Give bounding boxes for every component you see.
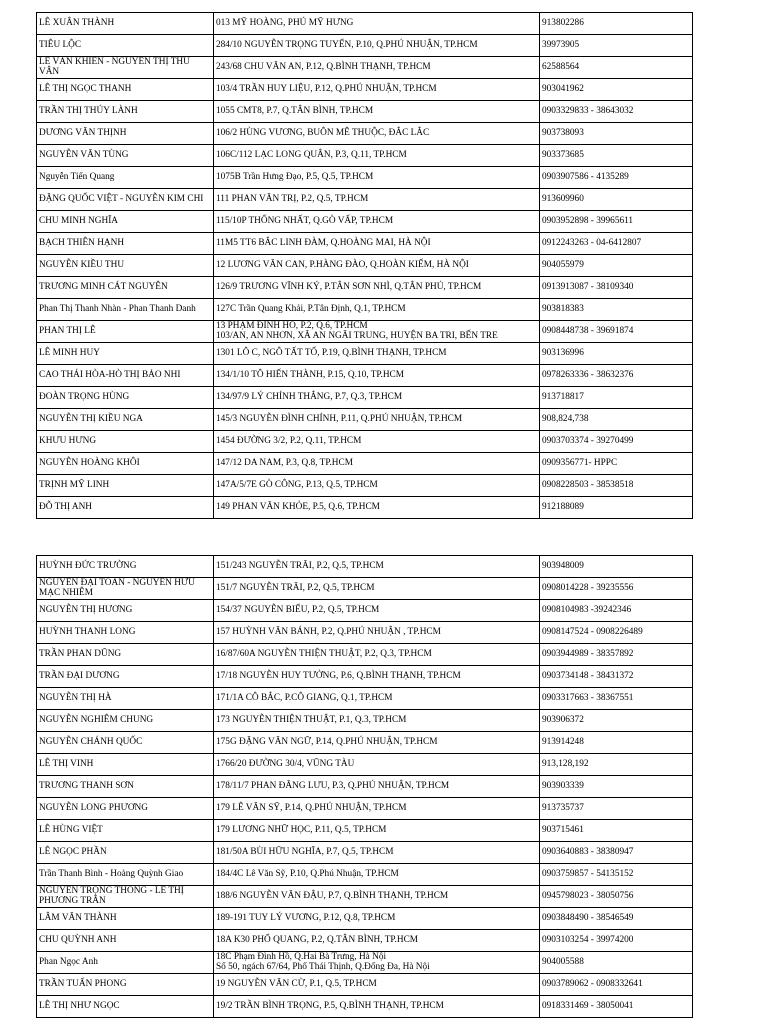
table-row bbox=[37, 820, 693, 842]
table-row bbox=[37, 189, 693, 211]
contact-name-cell: NGUYỄN NGHIÊM CHUNG bbox=[37, 710, 214, 732]
contact-name-cell: ĐẶNG QUỐC VIỆT - NGUYỄN KIM CHI bbox=[37, 189, 214, 211]
phone-cell: 0908014228 - 39235556 bbox=[540, 578, 693, 600]
contact-table-1 bbox=[36, 12, 693, 519]
phone-cell: 0908228503 - 38538518 bbox=[540, 475, 693, 497]
address-cell: 1301 LÔ C, NGÔ TẤT TỐ, P.19, Q.BÌNH THẠNH, TP.HCM bbox=[214, 343, 540, 365]
address-cell: 134/1/10 TÔ HIẾN THÀNH, P.15, Q.10, TP.HCM bbox=[214, 365, 540, 387]
table-row bbox=[37, 776, 693, 798]
contact-name-cell: LÊ VĂN KHIÊN - NGUYỄN THỊ THU VÂN bbox=[37, 57, 214, 79]
phone-cell: 904005588 bbox=[540, 952, 693, 974]
phone-cell: 904055979 bbox=[540, 255, 693, 277]
phone-cell: 0903759857 - 54135152 bbox=[540, 864, 693, 886]
contact-name-cell: TRẦN PHAN DŨNG bbox=[37, 644, 214, 666]
contact-name-cell: HUỲNH THANH LONG bbox=[37, 622, 214, 644]
table-row bbox=[37, 622, 693, 644]
contact-name-cell: CAO THÁI HÒA-HÒ THỊ BẢO NHI bbox=[37, 365, 214, 387]
contact-name-cell: TRỊNH MỸ LINH bbox=[37, 475, 214, 497]
phone-cell: 903715461 bbox=[540, 820, 693, 842]
address-cell: 181/50A BÙI HỮU NGHĨA, P.7, Q.5, TP.HCM bbox=[214, 842, 540, 864]
table-row bbox=[37, 277, 693, 299]
contact-name-cell: NGUYỄN HOÀNG KHÔI bbox=[37, 453, 214, 475]
contact-name-cell: TIÊU LỘC bbox=[37, 35, 214, 57]
contact-name-cell: DƯƠNG VĂN THỊNH bbox=[37, 123, 214, 145]
table-row bbox=[37, 908, 693, 930]
address-cell: 1766/20 ĐƯỜNG 30/4, VŨNG TÀU bbox=[214, 754, 540, 776]
address-cell: 151/7 NGUYỄN TRÃI, P.2, Q.5, TP.HCM bbox=[214, 578, 540, 600]
table-row bbox=[37, 409, 693, 431]
table-row bbox=[37, 798, 693, 820]
phone-cell: 62588564 bbox=[540, 57, 693, 79]
address-cell: 284/10 NGUYỄN TRỌNG TUYỂN, P.10, Q.PHÚ NHUẬN, TP.HCM bbox=[214, 35, 540, 57]
address-cell: 1075B Trần Hưng Đạo, P.5, Q.5, TP.HCM bbox=[214, 167, 540, 189]
address-cell: 16/87/60A NGUYỄN THIỆN THUẬT, P.2, Q.3, TP.HCM bbox=[214, 644, 540, 666]
address-cell: 145/3 NGUYỄN ĐÌNH CHÍNH, P.11, Q.PHÚ NHUẬN, TP.HCM bbox=[214, 409, 540, 431]
contact-table-body bbox=[37, 13, 693, 519]
address-cell: 154/37 NGUYỄN BIỂU, P.2, Q.5, TP.HCM bbox=[214, 600, 540, 622]
phone-cell: 913914248 bbox=[540, 732, 693, 754]
phone-cell: 0903789062 - 0908332641 bbox=[540, 974, 693, 996]
phone-cell: 0903907586 - 4135289 bbox=[540, 167, 693, 189]
phone-cell: 0903734148 - 38431372 bbox=[540, 666, 693, 688]
table-row bbox=[37, 145, 693, 167]
address-cell: 147A/5/7E GÒ CÔNG, P.13, Q.5, TP.HCM bbox=[214, 475, 540, 497]
address-cell: 18A K30 PHỔ QUANG, P.2, Q.TÂN BÌNH, TP.HCM bbox=[214, 930, 540, 952]
address-cell: 103/4 TRẦN HUY LIỆU, P.12, Q.PHÚ NHUẬN, TP.HCM bbox=[214, 79, 540, 101]
contact-name-cell: NGUYỄN KIỀU THU bbox=[37, 255, 214, 277]
contact-table-body bbox=[37, 556, 693, 1018]
address-cell: 173 NGUYỄN THIỆN THUẬT, P.1, Q.3, TP.HCM bbox=[214, 710, 540, 732]
phone-cell: 913802286 bbox=[540, 13, 693, 35]
address-cell: 178/11/7 PHAN ĐĂNG LƯU, P.3, Q.PHÚ NHUẬN, TP.HCM bbox=[214, 776, 540, 798]
table-row bbox=[37, 710, 693, 732]
address-cell: 11M5 TT6 BẮC LINH ĐÀM, Q.HOÀNG MAI, HÀ NỘI bbox=[214, 233, 540, 255]
contact-name-cell: TRẦN THỊ THÚY LÀNH bbox=[37, 101, 214, 123]
table-row bbox=[37, 431, 693, 453]
table-row bbox=[37, 211, 693, 233]
table-row bbox=[37, 688, 693, 710]
address-cell: 243/68 CHU VĂN AN, P.12, Q.BÌNH THẠNH, TP.HCM bbox=[214, 57, 540, 79]
table-row bbox=[37, 930, 693, 952]
phone-cell: 903818383 bbox=[540, 299, 693, 321]
table-row bbox=[37, 644, 693, 666]
phone-cell: 903136996 bbox=[540, 343, 693, 365]
address-cell: 19/2 TRẦN BÌNH TRỌNG, P.5, Q.BÌNH THẠNH, TP.HCM bbox=[214, 996, 540, 1018]
phone-cell: 903906372 bbox=[540, 710, 693, 732]
table-row bbox=[37, 864, 693, 886]
table-row bbox=[37, 996, 693, 1018]
table-row bbox=[37, 475, 693, 497]
contact-name-cell: ĐOÀN TRỌNG HÙNG bbox=[37, 387, 214, 409]
phone-cell: 0903944989 - 38357892 bbox=[540, 644, 693, 666]
address-cell: 157 HUỲNH VĂN BÁNH, P.2, Q.PHÚ NHUẬN , TP.HCM bbox=[214, 622, 540, 644]
phone-cell: 0909356771- HPPC bbox=[540, 453, 693, 475]
contact-name-cell: TRƯƠNG THANH SƠN bbox=[37, 776, 214, 798]
contact-name-cell: NGUYỄN CHÁNH QUỐC bbox=[37, 732, 214, 754]
contact-name-cell: NGUYỄN THỊ HƯƠNG bbox=[37, 600, 214, 622]
phone-cell: 912188089 bbox=[540, 497, 693, 519]
address-cell: 106/2 HÙNG VƯƠNG, BUÔN MÊ THUỘC, ĐẮC LẮC bbox=[214, 123, 540, 145]
phone-cell: 0913913087 - 38109340 bbox=[540, 277, 693, 299]
contact-name-cell: Trần Thanh Bình - Hoàng Quỳnh Giao bbox=[37, 864, 214, 886]
phone-cell: 908,824,738 bbox=[540, 409, 693, 431]
address-cell: 134/97/9 LÝ CHÍNH THẮNG, P.7, Q.3, TP.HCM bbox=[214, 387, 540, 409]
phone-cell: 0918331469 - 38050041 bbox=[540, 996, 693, 1018]
address-cell: 013 MỸ HOÀNG, PHÚ MỸ HƯNG bbox=[214, 13, 540, 35]
table-row bbox=[37, 79, 693, 101]
table-row bbox=[37, 666, 693, 688]
address-cell: 127C Trần Quang Khải, P.Tân Định, Q.1, TP.HCM bbox=[214, 299, 540, 321]
table-row bbox=[37, 321, 693, 343]
contact-name-cell: LÊ THỊ NGỌC THANH bbox=[37, 79, 214, 101]
contact-name-cell: PHAN THỊ LÊ bbox=[37, 321, 214, 343]
contact-name-cell: Phan Ngọc Anh bbox=[37, 952, 214, 974]
phone-cell: 903903339 bbox=[540, 776, 693, 798]
phone-cell: 39973905 bbox=[540, 35, 693, 57]
phone-cell: 0945798023 - 38050756 bbox=[540, 886, 693, 908]
phone-cell: 0903848490 - 38546549 bbox=[540, 908, 693, 930]
contact-name-cell: BẠCH THIÊN HẠNH bbox=[37, 233, 214, 255]
table-row bbox=[37, 842, 693, 864]
table-row bbox=[37, 387, 693, 409]
phone-cell: 0903329833 - 38643032 bbox=[540, 101, 693, 123]
contact-name-cell: TRẦN TUẤN PHONG bbox=[37, 974, 214, 996]
address-cell: 171/1A CÔ BẮC, P.CÔ GIANG, Q.1, TP.HCM bbox=[214, 688, 540, 710]
table-row bbox=[37, 754, 693, 776]
address-cell: 18C Phạm Đình Hồ, Q.Hai Bà Trưng, Hà Nội Số 50, ngách 67/64, Phố Thái Thịnh, Q.Đống Đa, Hà Nội bbox=[214, 952, 540, 974]
table-row bbox=[37, 974, 693, 996]
address-cell: 188/6 NGUYỄN VĂN ĐẬU, P.7, Q.BÌNH THẠNH, TP.HCM bbox=[214, 886, 540, 908]
address-cell: 1454 ĐƯỜNG 3/2, P.2, Q.11, TP.HCM bbox=[214, 431, 540, 453]
table-row bbox=[37, 952, 693, 974]
phone-cell: 0903703374 - 39270499 bbox=[540, 431, 693, 453]
contact-name-cell: LÊ THỊ VINH bbox=[37, 754, 214, 776]
contact-name-cell: HUỲNH ĐỨC TRƯỜNG bbox=[37, 556, 214, 578]
address-cell: 106C/112 LẠC LONG QUÂN, P.3, Q.11, TP.HCM bbox=[214, 145, 540, 167]
phone-cell: 913609960 bbox=[540, 189, 693, 211]
phone-cell: 0903103254 - 39974200 bbox=[540, 930, 693, 952]
table-row bbox=[37, 299, 693, 321]
table-row bbox=[37, 886, 693, 908]
table-row bbox=[37, 233, 693, 255]
phone-cell: 0903952898 - 39965611 bbox=[540, 211, 693, 233]
phone-cell: 0908104983 -39242346 bbox=[540, 600, 693, 622]
table-row bbox=[37, 497, 693, 519]
contact-name-cell: NGUYỄN VĂN TÙNG bbox=[37, 145, 214, 167]
contact-name-cell: CHU MINH NGHĨA bbox=[37, 211, 214, 233]
contact-name-cell: NGUYỄN LONG PHƯƠNG bbox=[37, 798, 214, 820]
address-cell: 1055 CMT8, P.7, Q.TÂN BÌNH, TP.HCM bbox=[214, 101, 540, 123]
contact-name-cell: NGUYỄN THỊ KIỀU NGA bbox=[37, 409, 214, 431]
table-row bbox=[37, 101, 693, 123]
contact-name-cell: LÊ NGỌC PHẦN bbox=[37, 842, 214, 864]
table-row bbox=[37, 453, 693, 475]
contact-name-cell: LÂM VĂN THÀNH bbox=[37, 908, 214, 930]
address-cell: 175G ĐẶNG VĂN NGỮ, P.14, Q.PHÚ NHUẬN, TP.HCM bbox=[214, 732, 540, 754]
table-row bbox=[37, 600, 693, 622]
contact-name-cell: KHƯU HƯNG bbox=[37, 431, 214, 453]
address-cell: 13 PHẠM ĐÌNH HỔ, P.2, Q.6, TP.HCM 103/AN, AN NHƠN, XÃ AN NGÃI TRUNG, HUYỆN BA TRI, BẾN TRE bbox=[214, 321, 540, 343]
table-row bbox=[37, 35, 693, 57]
phone-cell: 0908448738 - 39691874 bbox=[540, 321, 693, 343]
address-cell: 126/9 TRƯƠNG VĨNH KÝ, P.TÂN SƠN NHÌ, Q.TÂN PHÚ, TP.HCM bbox=[214, 277, 540, 299]
phone-cell: 913735737 bbox=[540, 798, 693, 820]
address-cell: 115/10P THỐNG NHẤT, Q.GÒ VẤP, TP.HCM bbox=[214, 211, 540, 233]
phone-cell: 903948009 bbox=[540, 556, 693, 578]
table-row bbox=[37, 13, 693, 35]
address-cell: 147/12 DA NAM, P.3, Q.8, TP.HCM bbox=[214, 453, 540, 475]
contact-name-cell: Phan Thị Thanh Nhàn - Phan Thanh Danh bbox=[37, 299, 214, 321]
contact-name-cell: NGUYỄN TRỌNG THÔNG - LÊ THỊ PHƯƠNG TRÂN bbox=[37, 886, 214, 908]
contact-name-cell: LÊ HÙNG VIỆT bbox=[37, 820, 214, 842]
table-row bbox=[37, 57, 693, 79]
table-row bbox=[37, 556, 693, 578]
address-cell: 19 NGUYỄN VĂN CỪ, P.1, Q.5, TP.HCM bbox=[214, 974, 540, 996]
table-row bbox=[37, 167, 693, 189]
table-row bbox=[37, 123, 693, 145]
phone-cell: 903373685 bbox=[540, 145, 693, 167]
contact-name-cell: TRƯƠNG MINH CÁT NGUYÊN bbox=[37, 277, 214, 299]
table-row bbox=[37, 343, 693, 365]
address-cell: 151/243 NGUYỄN TRÃI, P.2, Q.5, TP.HCM bbox=[214, 556, 540, 578]
address-cell: 17/18 NGUYỄN HUY TƯỞNG, P.6, Q.BÌNH THẠNH, TP.HCM bbox=[214, 666, 540, 688]
phone-cell: 903738093 bbox=[540, 123, 693, 145]
address-cell: 12 LƯƠNG VĂN CAN, P.HÀNG ĐÀO, Q.HOÀN KIẾM, HÀ NỘI bbox=[214, 255, 540, 277]
contact-name-cell: NGUYỄN THỊ HÀ bbox=[37, 688, 214, 710]
contact-name-cell: TRẦN ĐẠI DƯƠNG bbox=[37, 666, 214, 688]
table-row bbox=[37, 255, 693, 277]
address-cell: 149 PHAN VĂN KHỎE, P.5, Q.6, TP.HCM bbox=[214, 497, 540, 519]
table-row bbox=[37, 578, 693, 600]
address-cell: 184/4C Lê Văn Sỹ, P.10, Q.Phú Nhuận, TP.HCM bbox=[214, 864, 540, 886]
address-cell: 179 LƯƠNG NHỮ HỌC, P.11, Q.5, TP.HCM bbox=[214, 820, 540, 842]
contact-name-cell: ĐỖ THỊ ANH bbox=[37, 497, 214, 519]
contact-name-cell: NGUYỄN ĐẠI TOÀN - NGUYỄN HỮU MẠC NHIÊM bbox=[37, 578, 214, 600]
table-row bbox=[37, 365, 693, 387]
contact-name-cell: Nguyễn Tiến Quang bbox=[37, 167, 214, 189]
phone-cell: 903041962 bbox=[540, 79, 693, 101]
table-row bbox=[37, 732, 693, 754]
phone-cell: 913,128,192 bbox=[540, 754, 693, 776]
phone-cell: 0908147524 - 0908226489 bbox=[540, 622, 693, 644]
address-cell: 111 PHAN VĂN TRỊ, P.2, Q.5, TP.HCM bbox=[214, 189, 540, 211]
contact-name-cell: LÊ MINH HUY bbox=[37, 343, 214, 365]
phone-cell: 0978263336 - 38632376 bbox=[540, 365, 693, 387]
contact-table-2 bbox=[36, 555, 693, 1018]
address-cell: 189-191 TUY LÝ VƯƠNG, P.12, Q.8, TP.HCM bbox=[214, 908, 540, 930]
contact-name-cell: LÊ XUÂN THÀNH bbox=[37, 13, 214, 35]
phone-cell: 0912243263 - 04-6412807 bbox=[540, 233, 693, 255]
phone-cell: 0903317663 - 38367551 bbox=[540, 688, 693, 710]
address-cell: 179 LÊ VĂN SỸ, P.14, Q.PHÚ NHUẬN, TP.HCM bbox=[214, 798, 540, 820]
contact-name-cell: CHU QUỲNH ANH bbox=[37, 930, 214, 952]
contact-name-cell: LÊ THỊ NHƯ NGỌC bbox=[37, 996, 214, 1018]
phone-cell: 913718817 bbox=[540, 387, 693, 409]
phone-cell: 0903640883 - 38380947 bbox=[540, 842, 693, 864]
